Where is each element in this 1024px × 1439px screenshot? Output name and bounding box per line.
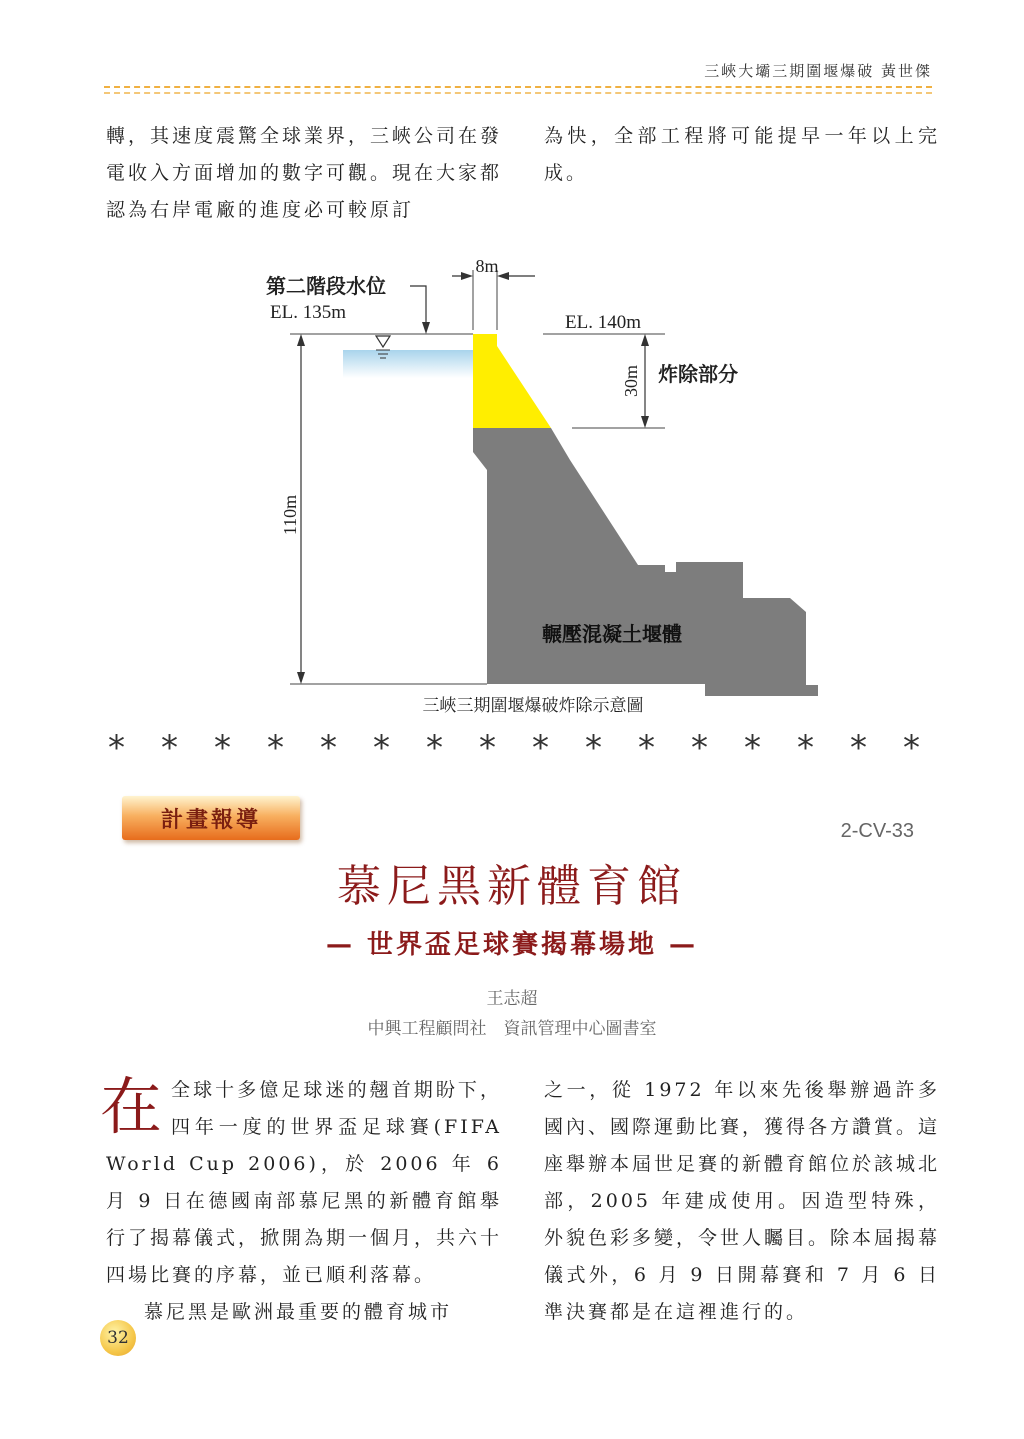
star: * xyxy=(373,728,390,768)
article-paragraph-2: 慕尼黑是歐洲最重要的體育城市 xyxy=(144,1301,453,1323)
star-separator xyxy=(108,728,920,768)
crest-el-label: EL. 140m xyxy=(565,312,641,333)
star: * xyxy=(585,728,602,768)
star: * xyxy=(267,728,284,768)
total-height-label: 110m xyxy=(280,494,300,536)
demolish-section xyxy=(473,334,551,428)
article-title: 慕尼黑新體育館 xyxy=(337,861,687,912)
author: 王志超 xyxy=(486,989,538,1009)
water-level-label: 第二階段水位 xyxy=(266,274,386,298)
star: * xyxy=(532,728,549,768)
section-tab: 計畫報導 xyxy=(122,796,300,840)
star: * xyxy=(108,728,125,768)
top-paragraph-right: 為快，全部工程將可能提早一年以上完成。 xyxy=(544,125,940,184)
demolish-label: 炸除部分 xyxy=(658,362,738,386)
water-el-label: EL. 135m xyxy=(270,302,346,323)
article-col-right xyxy=(544,1072,940,1331)
article-subtitle: — 世界盃足球賽揭幕場地 — xyxy=(325,930,699,960)
page-number: 32 xyxy=(100,1320,136,1356)
article-col-left xyxy=(100,1070,503,1331)
star: * xyxy=(797,728,814,768)
article-code: 2-CV-33 xyxy=(840,820,914,842)
star: * xyxy=(479,728,496,768)
figure-caption: 三峽三期圍堰爆破炸除示意圖 xyxy=(422,696,644,716)
star: * xyxy=(850,728,867,768)
star: * xyxy=(320,728,337,768)
star: * xyxy=(903,728,920,768)
crest-width-label: 8m xyxy=(475,256,499,276)
star: * xyxy=(214,728,231,768)
dam-body-label: 輾壓混凝土堰體 xyxy=(542,622,682,646)
article-paragraph-1: 全球十多億足球迷的翹首期盼下，四年一度的世界盃足球賽(FIFA World Cup 2006)，於 2006 年 6 月 9 日在德國南部慕尼黑的新體育館舉行了揭幕儀式，掀開為期一個月，共六十四場比賽的序幕，並已順利落幕。 xyxy=(106,1079,503,1286)
drop-cap: 在 xyxy=(100,1070,166,1143)
star: * xyxy=(744,728,761,768)
article-paragraph-3: 之一，從 1972 年以來先後舉辦過許多國內、國際運動比賽，獲得各方讚賞。這座舉辦本屆世足賽的新體育館位於該城北部，2005 年建成使用。因造型特殊，外貌色彩多變，令世人矚目。除本屆揭幕儀式外，6 月 9 日開幕賽和 7 月 6 日準決賽都是在這裡進行的。 xyxy=(544,1079,941,1323)
top-paragraph-left: 轉，其速度震驚全球業界，三峽公司在發電收入方面增加的數字可觀。現在大家都認為右岸電廠的進度必可較原訂 xyxy=(106,125,503,221)
star: * xyxy=(638,728,655,768)
star: * xyxy=(691,728,708,768)
dam-body xyxy=(473,428,818,696)
demolish-height-label: 30m xyxy=(621,364,641,398)
affiliation: 中興工程顧問社 資訊管理中心圖書室 xyxy=(367,1019,657,1039)
water-body xyxy=(343,350,473,378)
star: * xyxy=(161,728,178,768)
running-header: 三峽大壩三期圍堰爆破 黃世傑 xyxy=(704,62,932,80)
star: * xyxy=(426,728,443,768)
